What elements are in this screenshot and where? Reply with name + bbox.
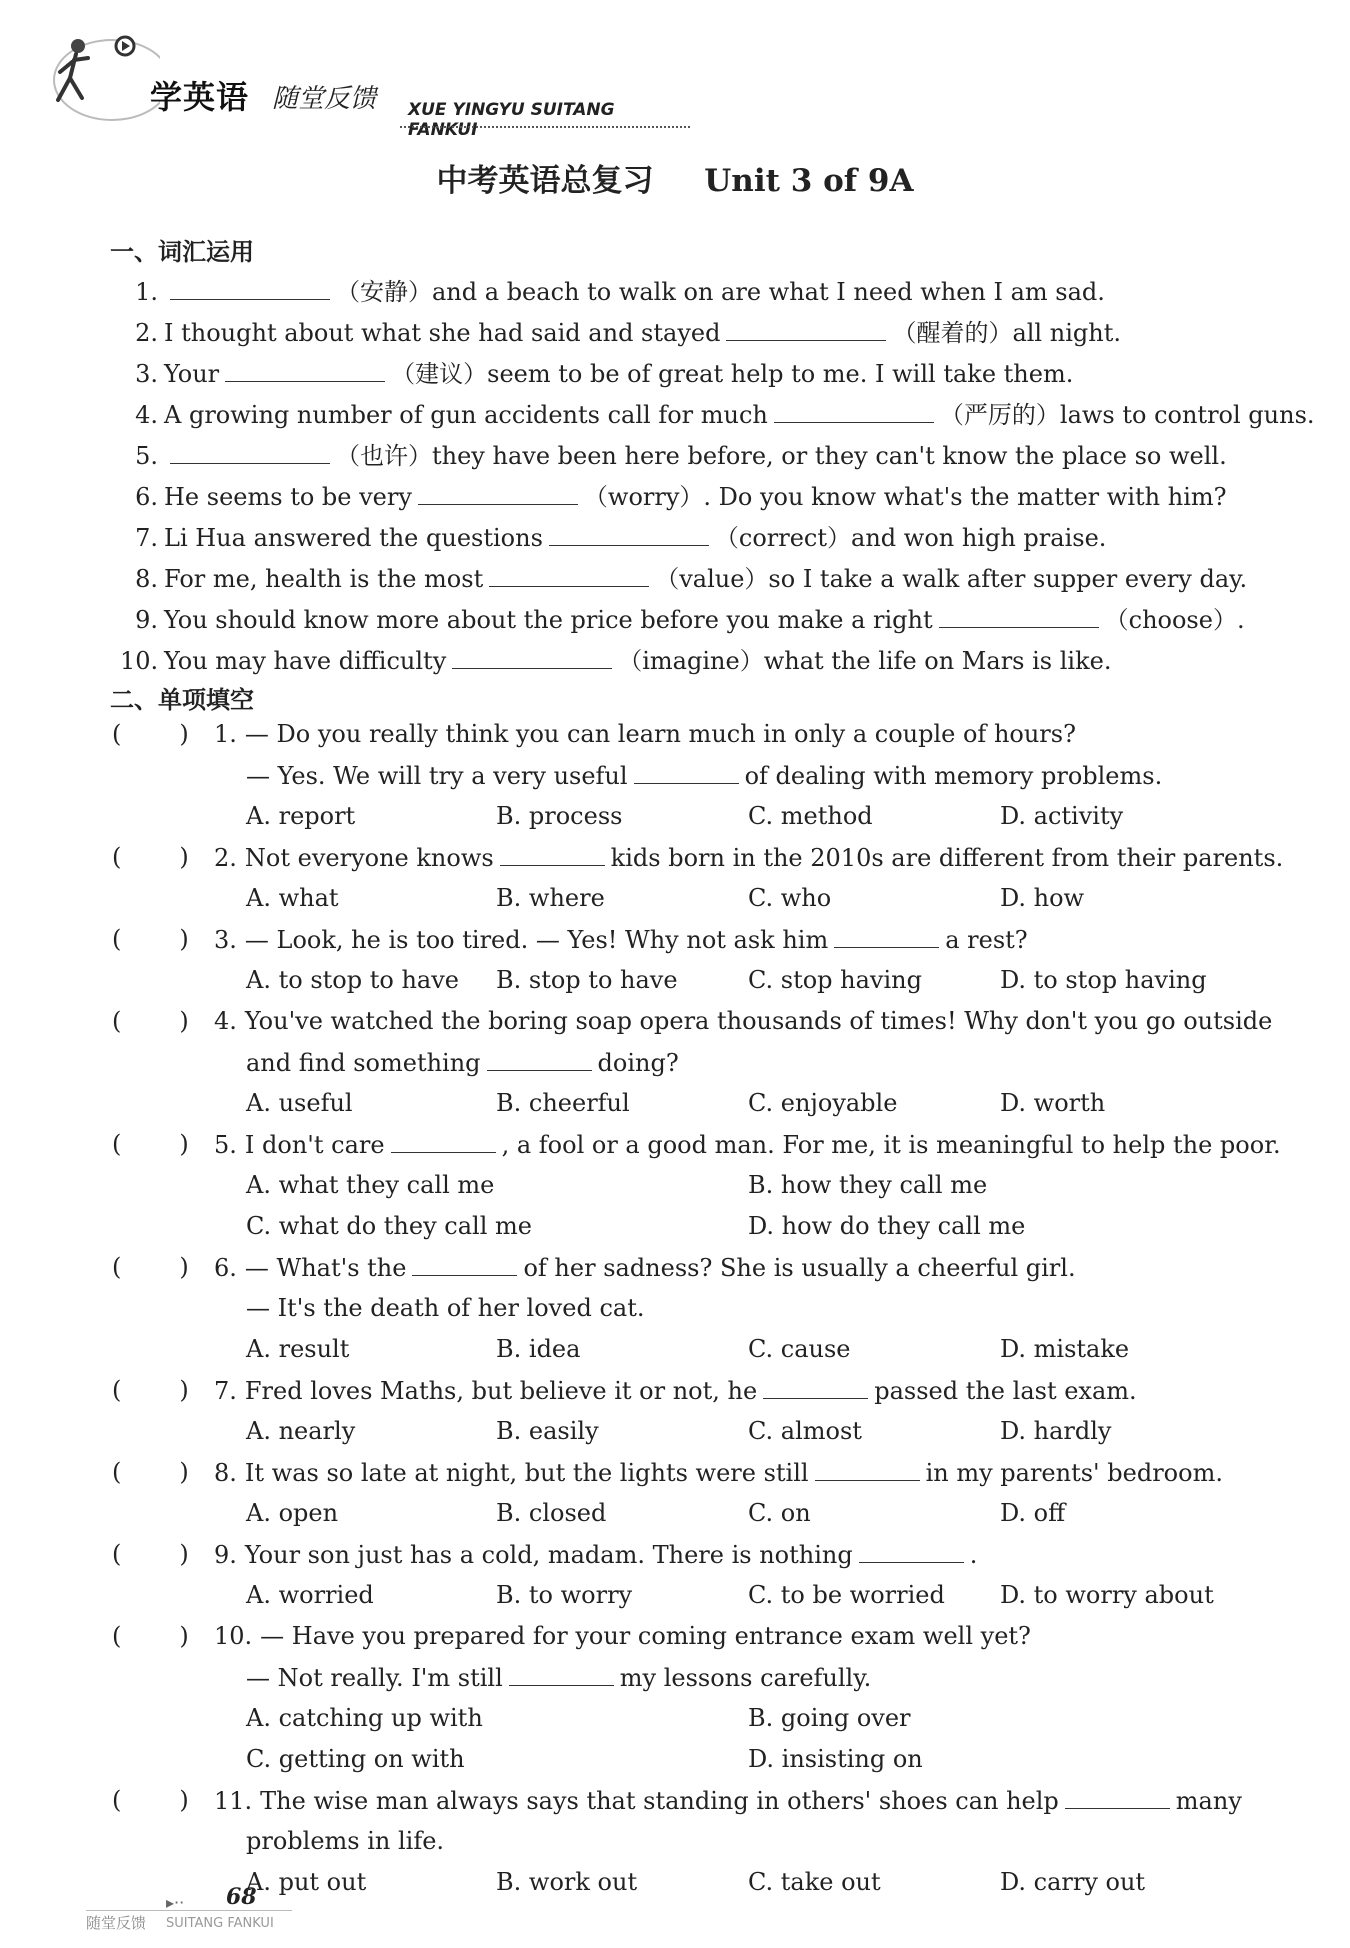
answer-blank[interactable] xyxy=(500,843,605,866)
question-line xyxy=(246,1048,679,1077)
option[interactable]: C. stop having xyxy=(748,966,922,994)
question-text: — What's the xyxy=(244,1254,407,1282)
brand-cn: 学英语 xyxy=(150,78,250,116)
option[interactable]: A. result xyxy=(246,1335,350,1363)
answer-blank[interactable] xyxy=(391,1130,496,1153)
answer-parentheses[interactable]: ( ) xyxy=(112,1130,189,1158)
item-text-after: （choose）. xyxy=(1104,606,1245,634)
item-text-before: I thought about what she had said and stayed xyxy=(164,319,721,347)
answer-blank[interactable] xyxy=(170,277,330,300)
option[interactable]: A. worried xyxy=(246,1581,374,1609)
answer-blank[interactable] xyxy=(726,318,886,341)
item-number: 2. xyxy=(135,319,158,347)
question-line xyxy=(214,1622,1031,1650)
question-number: 5. xyxy=(214,1131,237,1159)
question-number: 2. xyxy=(214,844,237,872)
question-number: 9. xyxy=(214,1541,237,1569)
question-line xyxy=(214,1458,1223,1487)
question-text-after: . xyxy=(969,1541,978,1569)
item-text-after: （correct）and won high praise. xyxy=(714,524,1107,552)
option[interactable]: A. report xyxy=(246,802,356,830)
option[interactable]: D. carry out xyxy=(1000,1868,1146,1896)
page-title xyxy=(0,155,1350,200)
question-text: — Do you really think you can learn much in only a couple of hours? xyxy=(244,720,1076,748)
question-line xyxy=(214,925,1028,954)
question-text: — Yes. We will try a very useful xyxy=(246,762,628,790)
answer-blank[interactable] xyxy=(452,646,612,669)
brand-divider xyxy=(400,126,690,128)
question-line xyxy=(246,1663,871,1692)
answer-parentheses[interactable]: ( ) xyxy=(112,1622,189,1650)
item-text-before: A growing number of gun accidents call for much xyxy=(164,401,768,429)
answer-blank[interactable] xyxy=(939,605,1099,628)
question-line xyxy=(214,1253,1076,1282)
option[interactable]: B. stop to have xyxy=(496,966,678,994)
item-text-after: （建议）seem to be of great help to me. I will take them. xyxy=(391,360,1074,388)
answer-parentheses[interactable]: ( ) xyxy=(112,720,189,748)
question-text-after: of dealing with memory problems. xyxy=(744,762,1163,790)
question-number: 11. xyxy=(214,1787,253,1815)
question-text: problems in life. xyxy=(246,1827,445,1855)
item-text-after: （也许）they have been here before, or they can't know the place so well. xyxy=(336,442,1227,470)
footer-en: SUITANG FANKUI xyxy=(166,1916,274,1931)
question-text-after: kids born in the 2010s are different from their parents. xyxy=(610,844,1284,872)
question-line xyxy=(246,761,1162,790)
item-number: 1. xyxy=(135,278,158,306)
option[interactable]: D. activity xyxy=(1000,802,1124,830)
question-text-after: many xyxy=(1175,1787,1242,1815)
answer-parentheses[interactable]: ( ) xyxy=(112,1007,189,1035)
item-number: 5. xyxy=(135,442,158,470)
question-text-after: doing? xyxy=(597,1049,679,1077)
question-number: 3. xyxy=(214,926,237,954)
question-text-after: , a fool or a good man. For me, it is meaningful to help the poor. xyxy=(501,1131,1281,1159)
question-text: — Not really. I'm still xyxy=(246,1664,503,1692)
option[interactable]: C. cause xyxy=(748,1335,851,1363)
item-number: 10. xyxy=(120,647,159,675)
item-text-before: You should know more about the price before you make a right xyxy=(164,606,933,634)
question-text: — It's the death of her loved cat. xyxy=(246,1294,645,1322)
vocab-item xyxy=(120,641,1111,676)
answer-parentheses[interactable]: ( ) xyxy=(112,1253,189,1281)
item-text-before: He seems to be very xyxy=(164,483,412,511)
option[interactable]: B. where xyxy=(496,884,605,912)
question-line xyxy=(214,1130,1281,1159)
question-text: Fred loves Maths, but believe it or not, he xyxy=(244,1377,758,1405)
option[interactable]: A. catching up with xyxy=(246,1704,483,1732)
question-number: 1. xyxy=(214,720,237,748)
item-number: 9. xyxy=(135,606,158,634)
vocab-item xyxy=(120,313,1121,348)
option[interactable]: C. to be worried xyxy=(748,1581,945,1609)
option[interactable]: C. who xyxy=(748,884,832,912)
answer-blank[interactable] xyxy=(412,1253,517,1276)
option[interactable]: B. idea xyxy=(496,1335,581,1363)
option[interactable]: C. method xyxy=(748,802,873,830)
answer-blank[interactable] xyxy=(774,400,934,423)
item-text-before: Li Hua answered the questions xyxy=(164,524,543,552)
footer-divider xyxy=(86,1910,292,1911)
answer-parentheses[interactable]: ( ) xyxy=(112,1786,189,1814)
option[interactable]: C. take out xyxy=(748,1868,881,1896)
question-line xyxy=(246,1294,644,1322)
vocab-item xyxy=(120,436,1227,471)
item-number: 4. xyxy=(135,401,158,429)
answer-parentheses[interactable]: ( ) xyxy=(112,925,189,953)
option[interactable]: C. on xyxy=(748,1499,811,1527)
item-text-before: Your xyxy=(164,360,220,388)
question-number: 6. xyxy=(214,1254,237,1282)
answer-parentheses[interactable]: ( ) xyxy=(112,843,189,871)
option[interactable]: C. almost xyxy=(748,1417,862,1445)
question-number: 8. xyxy=(214,1459,237,1487)
vocab-item xyxy=(120,354,1073,389)
option[interactable]: D. mistake xyxy=(1000,1335,1130,1363)
header-logo xyxy=(40,28,660,138)
option[interactable]: D. insisting on xyxy=(748,1745,923,1773)
question-line xyxy=(214,843,1283,872)
option[interactable]: B. work out xyxy=(496,1868,638,1896)
option[interactable]: B. to worry xyxy=(496,1581,633,1609)
answer-blank[interactable] xyxy=(489,564,649,587)
option[interactable]: C. getting on with xyxy=(246,1745,465,1773)
option[interactable]: C. enjoyable xyxy=(748,1089,898,1117)
question-text: You've watched the boring soap opera thousands of times! Why don't you go outside xyxy=(244,1007,1273,1035)
vocab-item xyxy=(120,559,1247,594)
option[interactable]: B. how they call me xyxy=(748,1171,988,1199)
question-text: — Look, he is too tired. — Yes! Why not ask him xyxy=(244,926,829,954)
brand-en: XUE YINGYU SUITANG FANKUI xyxy=(408,100,615,140)
question-text: Your son just has a cold, madam. There is nothing xyxy=(244,1541,853,1569)
item-text-after: （imagine）what the life on Mars is like. xyxy=(618,647,1112,675)
question-text: It was so late at night, but the lights were still xyxy=(244,1459,809,1487)
option[interactable]: D. to worry about xyxy=(1000,1581,1214,1609)
answer-blank[interactable] xyxy=(549,523,709,546)
vocab-item xyxy=(120,477,1227,512)
option[interactable]: A. what they call me xyxy=(246,1171,495,1199)
vocab-item xyxy=(120,272,1105,307)
item-number: 7. xyxy=(135,524,158,552)
item-number: 3. xyxy=(135,360,158,388)
question-line xyxy=(214,1007,1272,1035)
option[interactable]: A. to stop to have xyxy=(246,966,459,994)
answer-blank[interactable] xyxy=(509,1663,614,1686)
answer-blank[interactable] xyxy=(634,761,739,784)
item-text-after: （worry）. Do you know what's the matter with him? xyxy=(583,483,1227,511)
vocab-item xyxy=(120,600,1245,635)
arrow-icon: ▸·· xyxy=(166,1893,185,1912)
question-text-after: in my parents' bedroom. xyxy=(925,1459,1223,1487)
question-text-after: of her sadness? She is usually a cheerful girl. xyxy=(523,1254,1076,1282)
question-text-after: a rest? xyxy=(945,926,1028,954)
option[interactable]: B. easily xyxy=(496,1417,599,1445)
section1-title: 一、词汇运用 xyxy=(110,238,254,266)
option[interactable]: D. how do they call me xyxy=(748,1212,1026,1240)
item-number: 8. xyxy=(135,565,158,593)
answer-blank[interactable] xyxy=(170,441,330,464)
option[interactable]: A. put out xyxy=(246,1868,367,1896)
question-text: — Have you prepared for your coming entrance exam well yet? xyxy=(260,1622,1031,1650)
question-number: 4. xyxy=(214,1007,237,1035)
option[interactable]: A. nearly xyxy=(246,1417,356,1445)
option[interactable]: D. off xyxy=(1000,1499,1066,1527)
answer-blank[interactable] xyxy=(1065,1786,1170,1809)
question-line xyxy=(214,1376,1137,1405)
answer-blank[interactable] xyxy=(834,925,939,948)
answer-blank[interactable] xyxy=(815,1458,920,1481)
option[interactable]: D. to stop having xyxy=(1000,966,1207,994)
option[interactable]: B. closed xyxy=(496,1499,607,1527)
option[interactable]: A. open xyxy=(246,1499,339,1527)
option[interactable]: A. what xyxy=(246,884,339,912)
option[interactable]: D. how xyxy=(1000,884,1085,912)
page-number: 68 xyxy=(226,1884,257,1910)
question-text-after: passed the last exam. xyxy=(874,1377,1137,1405)
section2-title: 二、单项填空 xyxy=(110,686,254,714)
question-text-after: my lessons carefully. xyxy=(619,1664,872,1692)
answer-blank[interactable] xyxy=(418,482,578,505)
question-line xyxy=(214,720,1076,748)
option[interactable]: B. process xyxy=(496,802,623,830)
answer-blank[interactable] xyxy=(225,359,385,382)
question-line xyxy=(214,1786,1242,1815)
question-text: and find something xyxy=(246,1049,481,1077)
question-text: I don't care xyxy=(244,1131,385,1159)
item-text-before: You may have difficulty xyxy=(164,647,447,675)
answer-blank[interactable] xyxy=(859,1540,964,1563)
item-text-after: （安静）and a beach to walk on are what I need when I am sad. xyxy=(336,278,1105,306)
item-text-after: （value）so I take a walk after supper every day. xyxy=(655,565,1248,593)
answer-blank[interactable] xyxy=(763,1376,868,1399)
vocab-item xyxy=(120,518,1106,553)
option[interactable]: D. worth xyxy=(1000,1089,1106,1117)
question-text: Not everyone knows xyxy=(244,844,494,872)
question-number: 7. xyxy=(214,1377,237,1405)
question-text: The wise man always says that standing in others' shoes can help xyxy=(260,1787,1059,1815)
answer-parentheses[interactable]: ( ) xyxy=(112,1376,189,1404)
option[interactable]: D. hardly xyxy=(1000,1417,1112,1445)
question-line xyxy=(214,1540,977,1569)
footer-cn: 随堂反馈 xyxy=(86,1914,147,1932)
answer-parentheses[interactable]: ( ) xyxy=(112,1540,189,1568)
item-text-after: （醒着的）all night. xyxy=(892,319,1121,347)
brand-cn-secondary: 随堂反馈 xyxy=(272,84,377,114)
option[interactable]: B. going over xyxy=(748,1704,911,1732)
option[interactable]: C. what do they call me xyxy=(246,1212,532,1240)
runner-logo-icon xyxy=(40,28,160,128)
option[interactable]: B. cheerful xyxy=(496,1089,630,1117)
answer-blank[interactable] xyxy=(487,1048,592,1071)
item-text-after: （严厉的）laws to control guns. xyxy=(939,401,1315,429)
item-text-before: For me, health is the most xyxy=(164,565,484,593)
title-cn: 中考英语总复习 xyxy=(436,163,654,199)
item-number: 6. xyxy=(135,483,158,511)
title-en: Unit 3 of 9A xyxy=(704,163,914,199)
question-line xyxy=(246,1827,444,1855)
question-number: 10. xyxy=(214,1622,253,1650)
vocab-item xyxy=(120,395,1315,430)
answer-parentheses[interactable]: ( ) xyxy=(112,1458,189,1486)
option[interactable]: A. useful xyxy=(246,1089,353,1117)
